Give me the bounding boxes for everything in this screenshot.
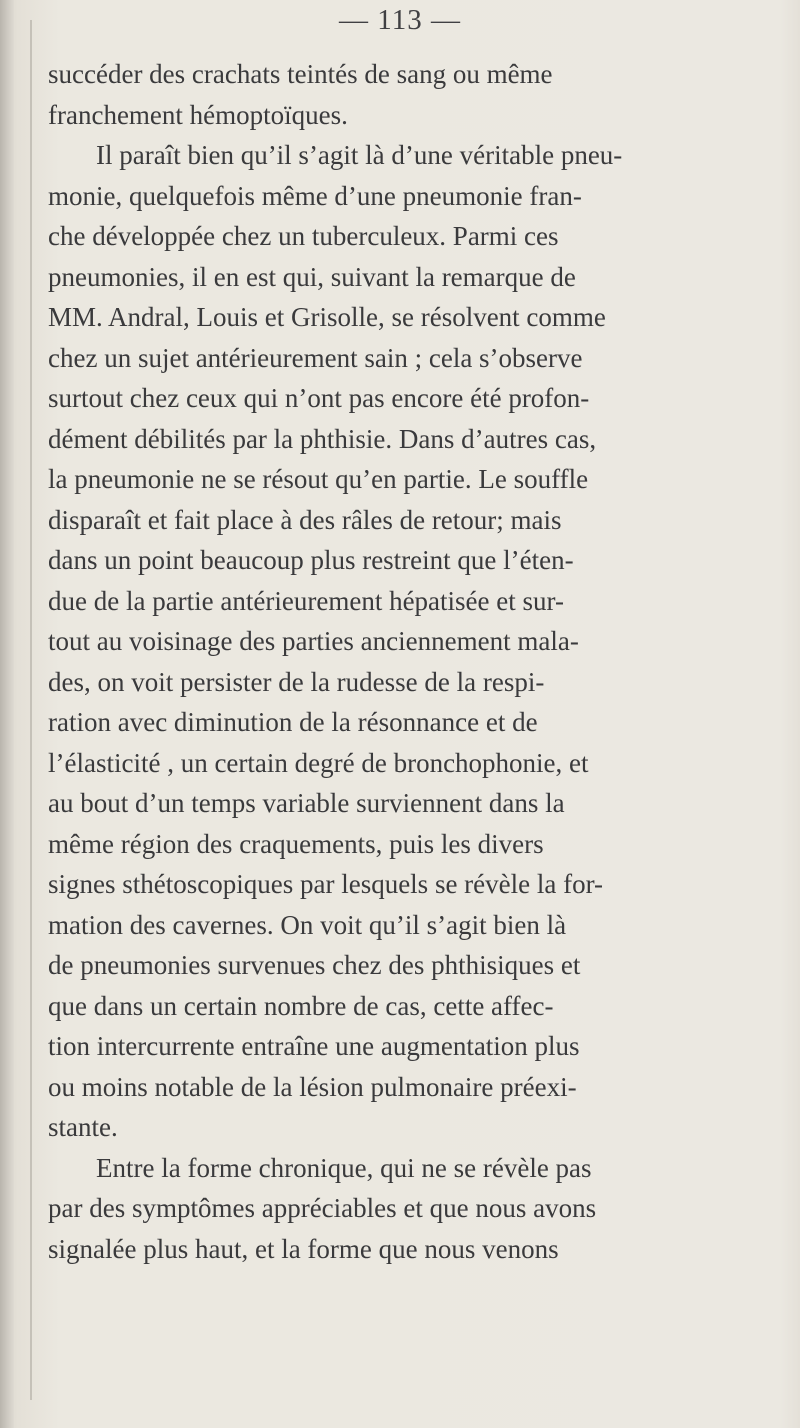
text-line: même région des craquements, puis les divers [48,828,544,859]
text-line: che développée chez un tuberculeux. Parmi ces [48,221,559,251]
text-line: mation des cavernes. On voit qu’il s’agit bien là [48,909,567,940]
page-number: — 113 — [339,4,461,36]
text-line: Entre la forme chronique, qui ne se révèle pas [96,1152,592,1183]
text-line: pneumonies, il en est qui, suivant la remarque de [48,261,576,292]
text-line: chez un sujet antérieurement sain ; cela s’observe [48,342,583,373]
text-line: que dans un certain nombre de cas, cette affec- [48,990,554,1021]
text-line: ration avec diminution de la résonnance et de [48,707,538,737]
text-line: succéder des crachats teintés de sang ou même [48,59,553,89]
text-line: de pneumonies survenues chez des phthisiques et [48,950,581,980]
gutter-edge [30,20,32,1400]
text-line: dément débilités par la phthisie. Dans d’autres cas, [48,423,597,454]
text-line: tion intercurrente entraîne une augmentation plus [48,1031,580,1061]
page-binding-shadow [0,0,14,1428]
text-line: tout au voisinage des parties anciennement mala- [48,626,579,656]
text-line: ou moins notable de la lésion pulmonaire préexi- [48,1071,577,1102]
text-line: dans un point beaucoup plus restreint que l’éten- [48,545,574,575]
text-line: surtout chez ceux qui n’ont pas encore été profon- [48,383,590,413]
text-line: stante. [48,1112,118,1142]
text-line: MM. Andral, Louis et Grisolle, se résolvent comme [48,302,606,332]
text-line: signes sthétoscopiques par lesquels se révèle la for- [48,869,604,899]
text-line: des, on voit persister de la rudesse de la respi- [48,666,545,697]
text-line: monie, quelquefois même d’une pneumonie fran- [48,180,582,211]
text-line: au bout d’un temps variable surviennent dans la [48,788,565,818]
text-line: par des symptômes appréciables et que nous avons [48,1193,597,1223]
text-line: signalée plus haut, et la forme que nous venons [48,1233,559,1264]
body-text [48,54,780,1269]
text-line: due de la partie antérieurement hépatisée et sur- [48,585,564,616]
text-line: Il paraît bien qu’il s’agit là d’une véritable pneu- [96,140,623,170]
text-line: l’élasticité , un certain degré de bronchophonie, et [48,747,589,778]
text-line: franchement hémoptoïques. [48,99,348,130]
text-line: la pneumonie ne se résout qu’en partie. Le souffle [48,464,589,494]
text-line: disparaît et fait place à des râles de retour; mais [48,504,562,535]
